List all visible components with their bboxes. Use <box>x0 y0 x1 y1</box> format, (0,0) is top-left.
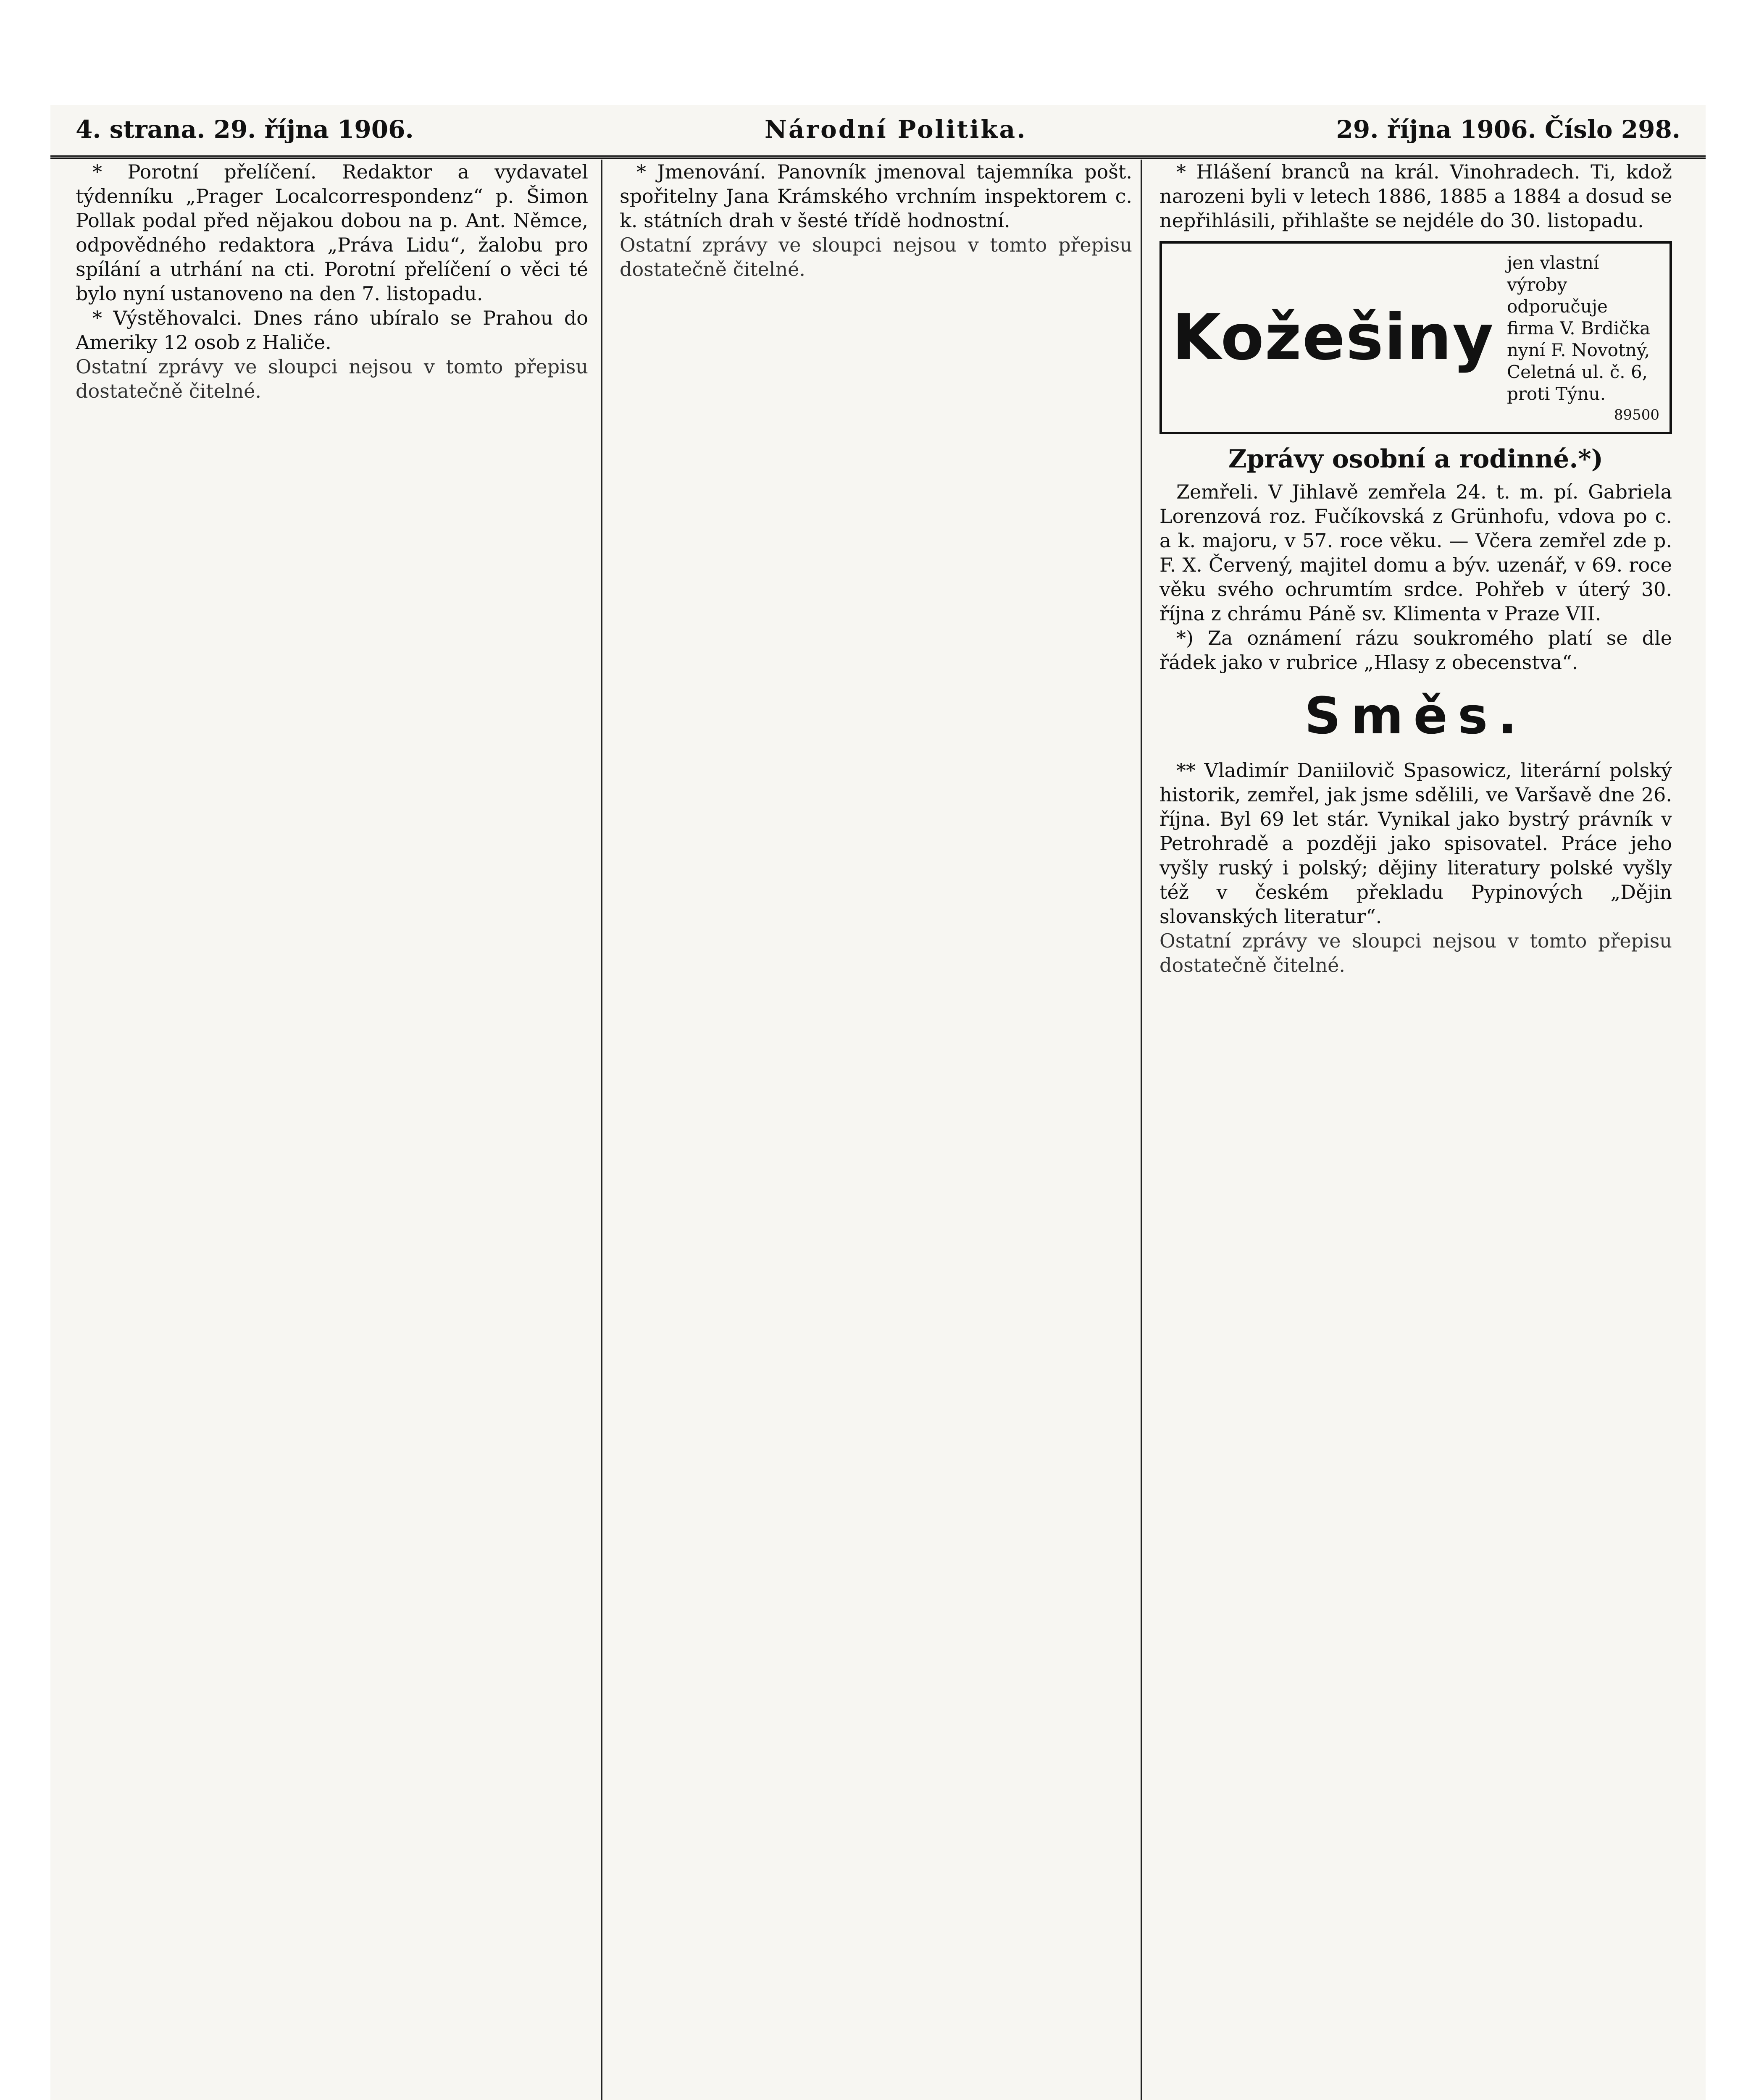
ad-code: 89500 <box>1614 407 1659 423</box>
article-paragraph: * Porotní přelíčení. Redaktor a vydavatel týdenníku „Prager Localcorrespondenz“ p. Šimon Pollak podal před nějakou dobou na p. Ant. Němce, odpovědného redaktora „Práva Lidu“, žalobu pro spílání a utrhání na cti. Porotní přelíčení o věci té bylo nyní ustanoveno na den 7. listopadu. <box>76 160 588 305</box>
smes-paragraph: ** Vladimír Daniilovič Spasowicz, literární polský historik, zemřel, jak jsme sdělili, ve Varšavě dne 26. října. Byl 69 let stár. Vynikal jako bystrý právník v Petrohradě a později jako spisovatel. Práce jeho vyšly ruský i polský; dějiny literatury polské vyšly též v českém překladu Pypinových „Dějin slovanských literatur“. <box>1159 759 1672 928</box>
column-1 <box>76 160 588 2100</box>
section-heading: Zprávy osobní a rodinné.*) <box>1228 444 1604 474</box>
header-left: 4. strana. 29. října 1906. <box>76 115 414 144</box>
column-3 <box>1159 160 1672 2100</box>
masthead: Národní Politika. <box>765 115 1027 144</box>
ad-text: jen vlastní výroby odporučuje firma V. Brdička nyní F. Novotný, Celetná ul. č. 6, proti Týnu. <box>1506 252 1651 404</box>
article-paragraph: * Jmenování. Panovník jmenoval tajemníka pošt. spořitelny Jana Krámského vrchním inspektorem c. k. státních drah v šesté třídě hodnostní. <box>620 160 1132 232</box>
column-2 <box>620 160 1132 2100</box>
ad-title: Kožešiny <box>1172 301 1494 374</box>
header-right: 29. října 1906. Číslo 298. <box>1336 115 1680 144</box>
article-paragraph: * Hlášení branců na král. Vinohradech. Ti, kdož narozeni byli v letech 1886, 1885 a 1884 a dosud se nepřihlásili, přihlašte se nejdéle do 30. listopadu. <box>1159 160 1672 232</box>
newspaper-page <box>50 105 1706 2100</box>
illegible-note: Ostatní zprávy ve sloupci nejsou v tomto přepisu dostatečně čitelné. <box>1159 929 1672 976</box>
footnote: *) Za oznámení rázu soukromého platí se dle řádek jako v rubrice „Hlasy z obecenstva“. <box>1159 627 1672 674</box>
advertisement <box>1159 241 1672 434</box>
illegible-note: Ostatní zprávy ve sloupci nejsou v tomto přepisu dostatečně čitelné. <box>76 355 588 402</box>
page-header <box>50 105 1706 159</box>
illegible-note: Ostatní zprávy ve sloupci nejsou v tomto přepisu dostatečně čitelné. <box>620 234 1132 281</box>
column-rule <box>601 160 602 2100</box>
column-rule <box>1141 160 1142 2100</box>
article-paragraph: * Výstěhovalci. Dnes ráno ubíralo se Prahou do Ameriky 12 osob z Haliče. <box>76 307 588 354</box>
personal-news: Zemřeli. V Jihlavě zemřela 24. t. m. pí. Gabriela Lorenzová roz. Fučíkovská z Grünhofu, vdova po c. a k. majoru, v 57. roce věku. — Včera zemřel zde p. F. X. Červený, majitel domu a býv. uzenář, v 69. roce věku svého ochrumtím srdce. Pohřeb v úterý 30. října z chrámu Páně sv. Klimenta v Praze VII. <box>1159 480 1672 625</box>
smes-heading: Směs. <box>1304 687 1527 746</box>
